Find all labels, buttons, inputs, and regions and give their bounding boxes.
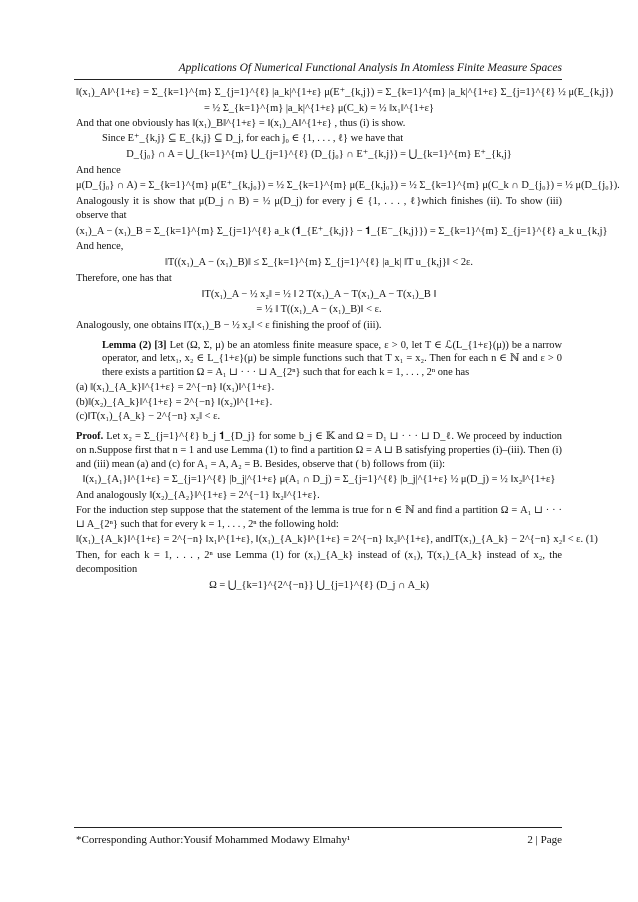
running-header: Applications Of Numerical Functional Analysis In Atomless Finite Measure Spaces: [178, 62, 562, 74]
display-equation: μ(D_{j₀} ∩ A) = Σ_{k=1}^{m} μ(E⁺_{k,j₀}) = ½ Σ_{k=1}^{m} μ(E_{k,j₀}) = ½ Σ_{k=1}^{m} μ(C_k ∩ D_{j₀}) = ½ μ(D_{j₀}).: [76, 180, 620, 192]
display-equation: = ½ ‖ T((x₁)_A − (x₁)_B)‖ < ε.: [256, 304, 382, 316]
proof-heading: Proof.: [76, 431, 104, 443]
lemma-heading: Lemma (2) [3]: [102, 339, 167, 351]
paragraph: Analogously, one obtains ‖T(x₁)_B − ½ x₂‖ < ε finishing the proof of (iii).: [76, 320, 382, 332]
display-equation: D_{j₀} ∩ A = ⋃_{k=1}^{m} ⋃_{j=1}^{ℓ} (D_{j₀} ∩ E⁺_{k,j}) = ⋃_{k=1}^{m} E⁺_{k,j}: [126, 148, 512, 160]
paragraph: (b)‖(x₂)_{A_k}‖^{1+ε} = 2^{−n} ‖(x₂)‖^{1+ε}.: [76, 396, 273, 408]
lemma-text: Let (Ω, Σ, μ) be an atomless finite measure space, ε > 0, let T ∈ ℒ(L_{1+ε}(μ)) be a narrow operator, and letx₁, x₂ ∈ L_{1+ε}(μ) be simple functions such that T x₁ = x₂. Then for each n ∈ ℕ and ε > 0 there exists a partition Ω = A₁ ⊔ · · · ⊔ A_{2ⁿ} such that for each k = 1, . . . , 2ⁿ one has: [102, 339, 562, 379]
header-rule: [74, 79, 562, 80]
paragraph: For the induction step suppose that the statement of the lemma is true for n ∈ ℕ and find a partition Ω = A₁ ⊔ · · · ⊔ A_{2ⁿ} such that for every k = 1, . . . , 2ⁿ the following hold:: [76, 504, 562, 530]
display-equation: ‖T(x₁)_A − ½ x₂‖ = ½ ‖ 2 T(x₁)_A − T(x₁)_A − T(x₁)_B ‖: [201, 288, 437, 300]
spacer: [76, 425, 562, 429]
paragraph: Analogously it is show that μ(D_j ∩ B) = ½ μ(D_j) for every j ∈ {1, . . . , ℓ}which finishes (ii). To show (iii) observe that: [76, 196, 562, 221]
paragraph: Therefore, one has that: [76, 272, 172, 284]
display-equation: ‖(x₁)_{A₁}‖^{1+ε} = Σ_{j=1}^{ℓ} |b_j|^{1+ε} μ(A₁ ∩ D_j) = Σ_{j=1}^{ℓ} |b_j|^{1+ε} ½ μ(D_j) = ½ ‖x₂‖^{1+ε}: [82, 474, 556, 486]
page-number: 2 | Page: [527, 834, 562, 846]
corresponding-author: *Corresponding Author:Yousif Mohammed Modawy Elmahy¹: [76, 834, 351, 846]
proof-paragraph: [76, 430, 562, 471]
display-equation: (x₁)_A − (x₁)_B = Σ_{k=1}^{m} Σ_{j=1}^{ℓ} a_k (𝟏_{E⁺_{k,j}} − 𝟏_{E⁻_{k,j}}) = Σ_{k=1}^{m} Σ_{j=1}^{ℓ} a_k u_{k,j}: [76, 225, 608, 237]
spacer: [76, 334, 562, 338]
paragraph: (a) ‖(x₁)_{A_k}‖^{1+ε} = 2^{−n} ‖(x₁)‖^{1+ε}.: [76, 381, 275, 393]
paper-body: [76, 84, 620, 594]
numbered-equation: ‖(x₁)_{A_k}‖^{1+ε} = 2^{−n} ‖x₁‖^{1+ε}, ‖(x₁)_{A_k}‖^{1+ε} = 2^{−n} ‖x₂‖^{1+ε}, and‖T(x₁)_{A_k} − 2^{−n} x₂‖ < ε. (1): [76, 534, 598, 546]
display-equation: = ½ Σ_{k=1}^{m} |a_k|^{1+ε} μ(C_k) = ½ ‖x₁‖^{1+ε}: [203, 102, 435, 114]
display-equation: ‖(x₁)_A‖^{1+ε} = Σ_{k=1}^{m} Σ_{j=1}^{ℓ} |a_k|^{1+ε} μ(E⁺_{k,j}) = Σ_{k=1}^{m} |a_k|^{1+ε} Σ_{j=1}^{ℓ} ½ μ(E_{k,j}): [76, 87, 614, 98]
proof-text: Let x₂ = Σ_{j=1}^{ℓ} b_j 𝟏_{D_j} for some b_j ∈ 𝕂 and Ω = D₁ ⊔ · · · ⊔ D_ℓ. We proceed by induction on n.Suppose first that n = 1 and use Lemma (1) to find a partition Ω = A ⊔ B satisfying properties (i)–(iii). Then (i) and (iii) mean (a) and (c) for A₁ = A, A₂ = B. Besides, observe that ( b) follows from (ii):: [76, 431, 562, 470]
paragraph: And hence,: [76, 241, 124, 253]
paragraph: Since E⁺_{k,j} ⊆ E_{k,j} ⊆ D_j, for each j₀ ∈ {1, . . . , ℓ} we have that: [102, 133, 404, 145]
display-equation: Ω = ⋃_{k=1}^{2^{−n}} ⋃_{j=1}^{ℓ} (D_j ∩ A_k): [209, 579, 429, 591]
paragraph: (c)‖T(x₁)_{A_k} − 2^{−n} x₂‖ < ε.: [76, 411, 221, 423]
lemma-statement: [76, 339, 562, 380]
paragraph: And that one obviously has ‖(x₁)_B‖^{1+ε} = ‖(x₁)_A‖^{1+ε} , thus (i) is show.: [76, 118, 406, 130]
display-equation: ‖T((x₁)_A − (x₁)_B)‖ ≤ Σ_{k=1}^{m} Σ_{j=1}^{ℓ} |a_k| ‖T u_{k,j}‖ < 2ε.: [165, 257, 473, 269]
paragraph: And analogously ‖(x₂)_{A₂}‖^{1+ε} = 2^{−1} ‖x₂‖^{1+ε}.: [76, 490, 320, 502]
paragraph: And hence: [76, 164, 121, 176]
footer-rule: [74, 827, 562, 828]
paragraph: Then, for each k = 1, . . . , 2ⁿ use Lemma (1) for (x₁)_{A_k} instead of (x₁), T(x₁)_{A_k} instead of x₂, the decomposition: [76, 550, 562, 575]
